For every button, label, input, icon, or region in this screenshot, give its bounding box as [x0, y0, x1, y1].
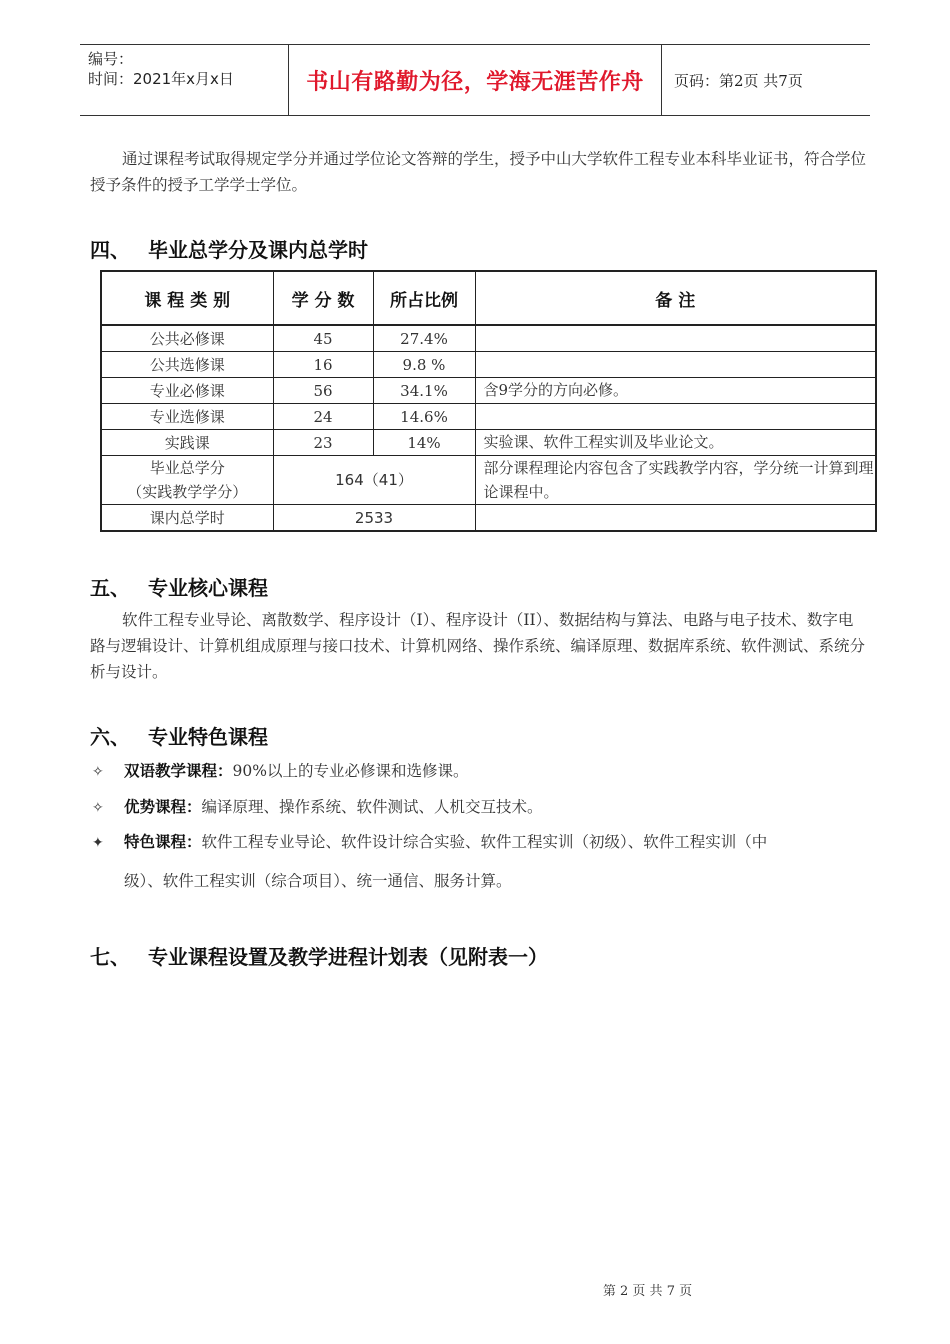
ratio-cell: 27.4%: [373, 325, 475, 352]
column-header: 课 程 类 别: [101, 271, 273, 325]
credits-cell: 24: [273, 404, 373, 430]
total-credits-value: 164（41）: [273, 456, 475, 505]
footer-page-number: 第 2 页 共 7 页: [602, 1284, 693, 1299]
advantage-courses-item: [92, 794, 852, 821]
note-cell: [475, 352, 876, 378]
table-row: [101, 325, 876, 352]
sparkle-bullet-icon: ✧: [92, 800, 104, 816]
section-7-heading: [90, 941, 548, 970]
section-7-title: 专业课程设置及教学进程计划表（见附表一）: [148, 945, 548, 969]
credits-cell: 56: [273, 378, 373, 404]
column-header: 学 分 数: [273, 271, 373, 325]
total-credits-row: [101, 456, 876, 505]
category-cell: 专业必修课: [101, 378, 273, 404]
ratio-cell: 14.6%: [373, 404, 475, 430]
bullet-text: 软件工程专业导论、软件设计综合实验、软件工程实训（初级）、软件工程实训（中: [201, 833, 768, 851]
total-credits-label-line2: （实践教学学分）: [127, 483, 248, 501]
page-footer: [0, 1280, 950, 1299]
section-4-title: 毕业总学分及课内总学时: [148, 238, 368, 262]
bullet-text-continued: 级）、软件工程实训（综合项目）、统一通信、服务计算。: [124, 872, 512, 890]
bullet-label: 特色课程：: [124, 833, 202, 851]
bullet-text: 90%以上的专业必修课和选修课。: [232, 762, 469, 780]
ratio-cell: 34.1%: [373, 378, 475, 404]
category-cell: 公共选修课: [101, 352, 273, 378]
intro-paragraph: 通过课程考试取得规定学分并通过学位论文答辩的学生，授予中山大学软件工程专业本科毕业证书，符合学位授予条件的授予工学学士学位。: [90, 150, 867, 194]
section-6-number: 六、: [90, 725, 130, 749]
section-5-number: 五、: [90, 576, 130, 600]
section-6-title: 专业特色课程: [148, 725, 268, 749]
bullet-label: 优势课程：: [124, 798, 202, 816]
table-row: [101, 352, 876, 378]
table-row: [101, 430, 876, 456]
total-hours-note: [475, 505, 876, 532]
credits-cell: 45: [273, 325, 373, 352]
section-7-number: 七、: [90, 945, 130, 969]
credits-table: [100, 270, 877, 532]
bullet-text: 编译原理、操作系统、软件测试、人机交互技术。: [201, 798, 543, 816]
credits-cell: 16: [273, 352, 373, 378]
category-cell: 实践课: [101, 430, 273, 456]
section-4-number: 四、: [90, 238, 130, 262]
section-6-heading: [90, 721, 268, 750]
header-motto: 书山有路勤为径，学海无涯苦作舟: [289, 45, 662, 115]
total-credits-note: 部分课程理论内容包含了实践教学内容，学分统一计算到理论课程中。: [475, 456, 876, 505]
featured-courses-item: [92, 829, 852, 894]
total-hours-row: [101, 505, 876, 532]
column-header: 所占比例: [373, 271, 475, 325]
core-courses-paragraph: 软件工程专业导论、离散数学、程序设计（I）、程序设计（II）、数据结构与算法、电路与电子技术、数字电路与逻辑设计、计算机组成原理与接口技术、计算机网络、操作系统、编译原理、数据库系统、软件测试、系统分析与设计。: [90, 611, 866, 681]
total-hours-value: 2533: [273, 505, 475, 532]
section-4-heading: [90, 234, 368, 263]
note-cell: 含9学分的方向必修。: [475, 378, 876, 404]
ratio-cell: 14%: [373, 430, 475, 456]
page-header: [80, 44, 870, 116]
header-meta: [80, 45, 289, 115]
bullet-label: 双语教学课程：: [124, 762, 233, 780]
table-row: [101, 404, 876, 430]
note-cell: [475, 325, 876, 352]
category-cell: 公共必修课: [101, 325, 273, 352]
document-date: 时间：2021年x月x日: [88, 70, 234, 88]
total-hours-label: 课内总学时: [101, 505, 273, 532]
note-cell: [475, 404, 876, 430]
sparkle-bullet-icon: ✧: [92, 764, 104, 780]
header-page-info: 页码：第2页 共7页: [674, 71, 803, 90]
table-row: [101, 378, 876, 404]
document-number-label: 编号：: [88, 50, 134, 68]
note-cell: 实验课、软件工程实训及毕业论文。: [475, 430, 876, 456]
credits-cell: 23: [273, 430, 373, 456]
section-5-title: 专业核心课程: [148, 576, 268, 600]
bilingual-courses-item: [92, 758, 852, 785]
credits-table-header: [101, 271, 876, 325]
total-credits-label: [101, 456, 273, 505]
category-cell: 专业选修课: [101, 404, 273, 430]
column-header: 备 注: [475, 271, 876, 325]
ratio-cell: 9.8 %: [373, 352, 475, 378]
star-bullet-icon: ✦: [92, 835, 104, 851]
section-5-heading: [90, 572, 268, 601]
total-credits-label-line1: 毕业总学分: [149, 459, 225, 477]
